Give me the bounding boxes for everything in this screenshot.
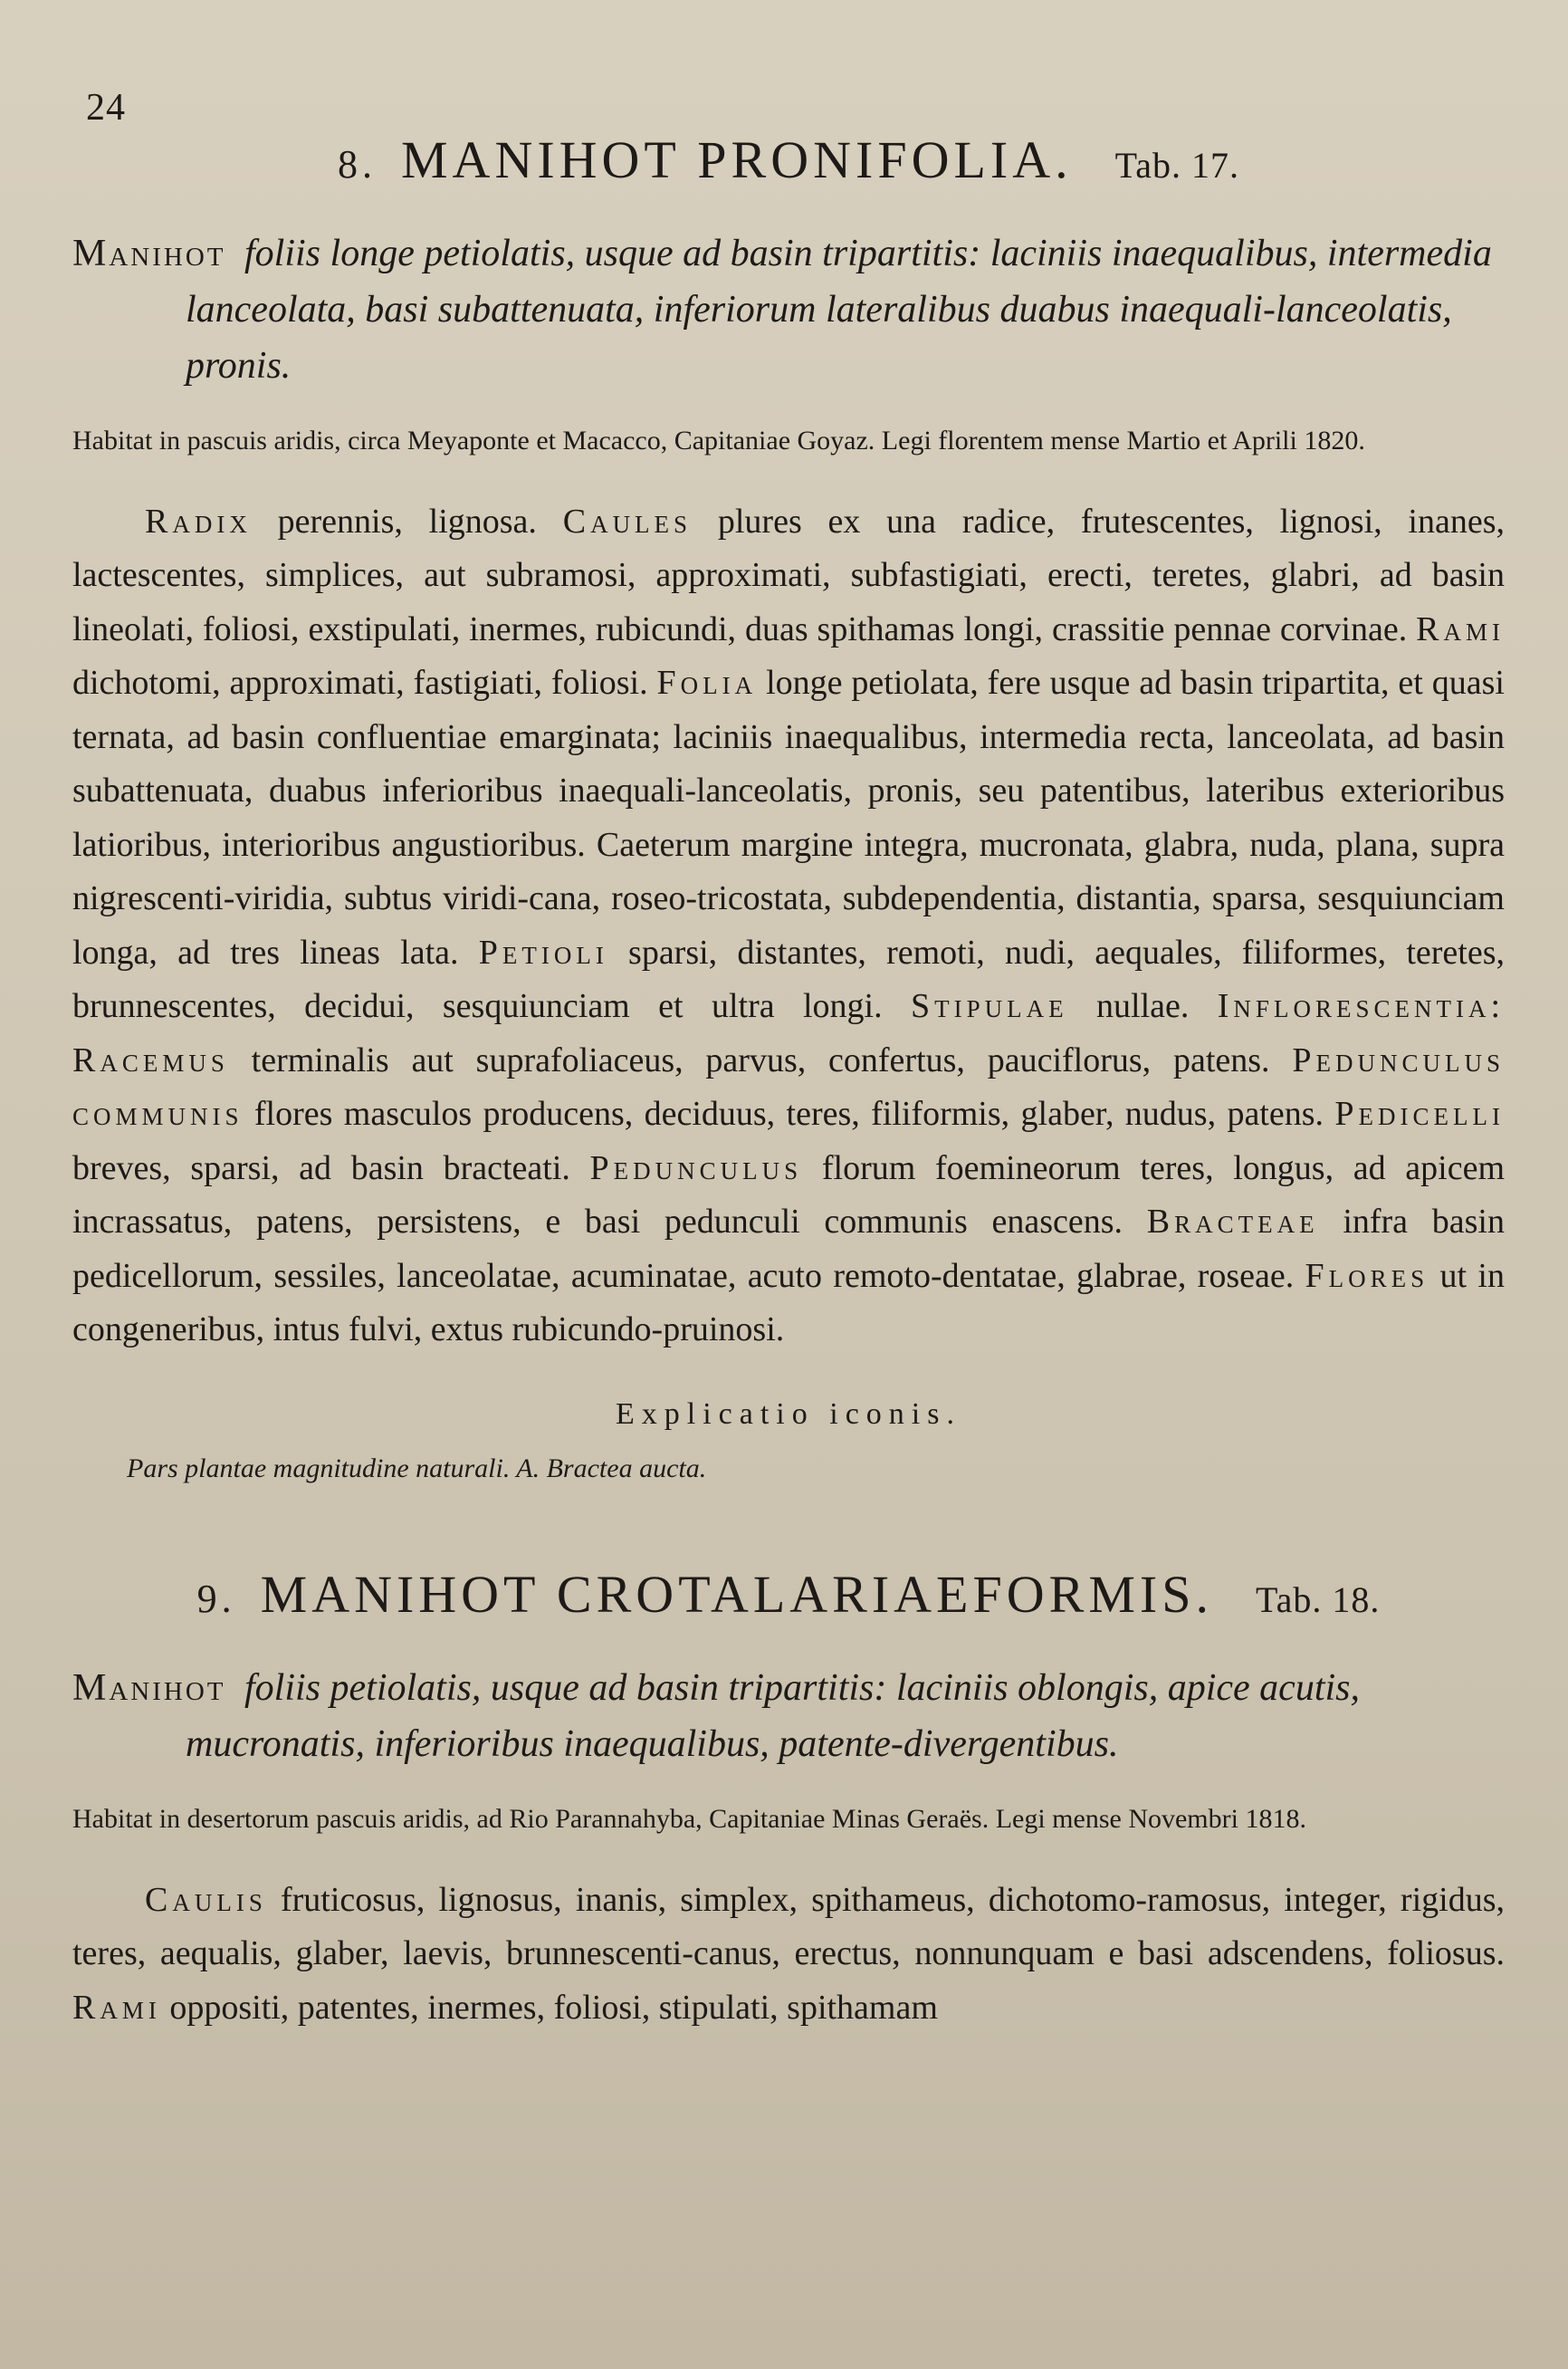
description-text: longe petiolata, fere usque ad basin tripartita, et quasi ternata, ad basin confluentiae emarginata; laciniis inaequalibus, intermedia recta, lanceolata, ad basin subattenuata, duabus inferioribus inaequali-lanceolatis, pronis, seu patentibus, lateribus exterioribus latioribus, interioribus angustioribus. Caeterum margine integra, mucronata, glabra, nuda, plana, supra nigrescenti-viridia, subtus viridi-cana, roseo-tricostata, subdependentia, distantia, sparsa, sesquiunciam longa, ad tres lineas lata. [72,664,1505,972]
explicatio-heading: Explicatio iconis. [616,1396,961,1431]
term: Rami [72,1988,161,2027]
page-number: 24 [86,87,126,129]
diagnosis-text: foliis longe petiolatis, usque ad basin tripartitis: laciniis inaequalibus, intermedia lanceolata, basi subattenuata, inferiorum lateralibus duabus inaequali-lanceolatis, pronis. [186,232,1492,387]
description-text: dichotomi, approximati, fastigiati, foliosi. [72,664,657,703]
description-text: fruticosus, lignosus, inanis, simplex, spithameus, dichotomo-ramosus, integer, rigidus, teres, aequalis, glaber, laevis, brunnescenti-canus, erectus, nonnunquam e basi adscendens, foliosus. [72,1880,1505,1973]
term: Folia [656,664,758,703]
species-number: 9. [196,1576,236,1621]
description-text: infra basin pedicellorum, sessiles, lanceolatae, acuminatae, acuto remoto-dentatae, glabrae, roseae. [72,1203,1505,1295]
habitat-note: Habitat in pascuis aridis, circa Meyaponte et Macacco, Capitaniae Goyaz. Legi florentem mense Martio et Aprili 1820. [72,425,1365,456]
species-diagnosis [72,225,1505,394]
term: Flores [1305,1256,1429,1295]
explicatio-text: Pars plantae magnitudine naturali. A. Bractea aucta. [127,1453,707,1483]
term: Bracteae [1146,1203,1319,1242]
species-heading [72,131,1505,189]
term: Pedunculus communis [72,1041,1505,1134]
term: Inflorescentia: [1217,987,1505,1026]
species-number: 8. [337,142,377,187]
term: Rami [1416,609,1505,648]
term: Caulis [145,1880,267,1919]
diagnosis-genus: Manihot [72,1666,226,1709]
term: Radix [145,502,252,541]
diagnosis-text: foliis petiolatis, usque ad basin tripartitis: laciniis oblongis, apice acutis, mucronatis, inferioribus inaequalibus, patente-divergentibus. [186,1666,1361,1765]
plate-reference: Tab. 17. [1114,145,1239,186]
description-text: plures ex una radice, frutescentes, lignosi, inanes, lactescentes, simplices, aut subramosi, approximati, subfastigiati, erecti, teretes, glabri, ad basin lineolati, foliosi, exstipulati, inermes, rubicundi, duas spithamas longi, crassitie pennae corvinae. [72,502,1505,648]
description-text: nullae. [1067,987,1218,1026]
description-text: terminalis aut suprafoliaceus, parvus, confertus, pauciflorus, patens. [228,1041,1293,1079]
description-text: oppositi, patentes, inermes, foliosi, stipulati, spithamam [160,1988,938,2027]
term: Racemus [72,1041,229,1079]
term: Petioli [478,933,608,972]
plate-reference: Tab. 18. [1255,1578,1381,1620]
habitat-note: Habitat in desertorum pascuis aridis, ad Rio Parannahyba, Capitaniae Minas Geraës. Legi mense Novembri 1818. [72,1803,1306,1834]
description-text: perennis, lignosa. [251,502,563,541]
description-text: flores masculos producens, deciduus, teres, filiformis, glaber, nudus, patens. [243,1095,1335,1134]
description-text: ut in congeneribus, intus fulvi, extus rubicundo-pruinosi. [72,1256,1505,1349]
term: Pedunculus [589,1148,803,1187]
diagnosis-genus: Manihot [72,232,226,274]
species-entry-9 [72,1566,1505,2035]
species-name: MANIHOT PRONIFOLIA. [400,130,1073,189]
species-heading [72,1566,1505,1624]
description-text: breves, sparsi, ad basin bracteati. [72,1148,590,1187]
species-diagnosis [72,1660,1505,1772]
term: Stipulae [911,987,1068,1026]
species-name: MANIHOT CROTALARIAEFORMIS. [260,1564,1213,1624]
term: Pedicelli [1334,1095,1505,1134]
species-entry-8 [72,131,1505,1484]
page-content [72,86,1505,2035]
species-description [72,495,1505,1357]
description-text: sparsi, distantes, remoti, nudi, aequales, filiformes, teretes, brunnescentes, decidui, sesquiunciam et ultra longi. [72,933,1506,1026]
term: Caules [562,502,693,541]
description-text: florum foemineorum teres, longus, ad apicem incrassatus, patens, persistens, e basi pedunculi communis enascens. [72,1148,1505,1242]
species-description [72,1874,1505,2036]
